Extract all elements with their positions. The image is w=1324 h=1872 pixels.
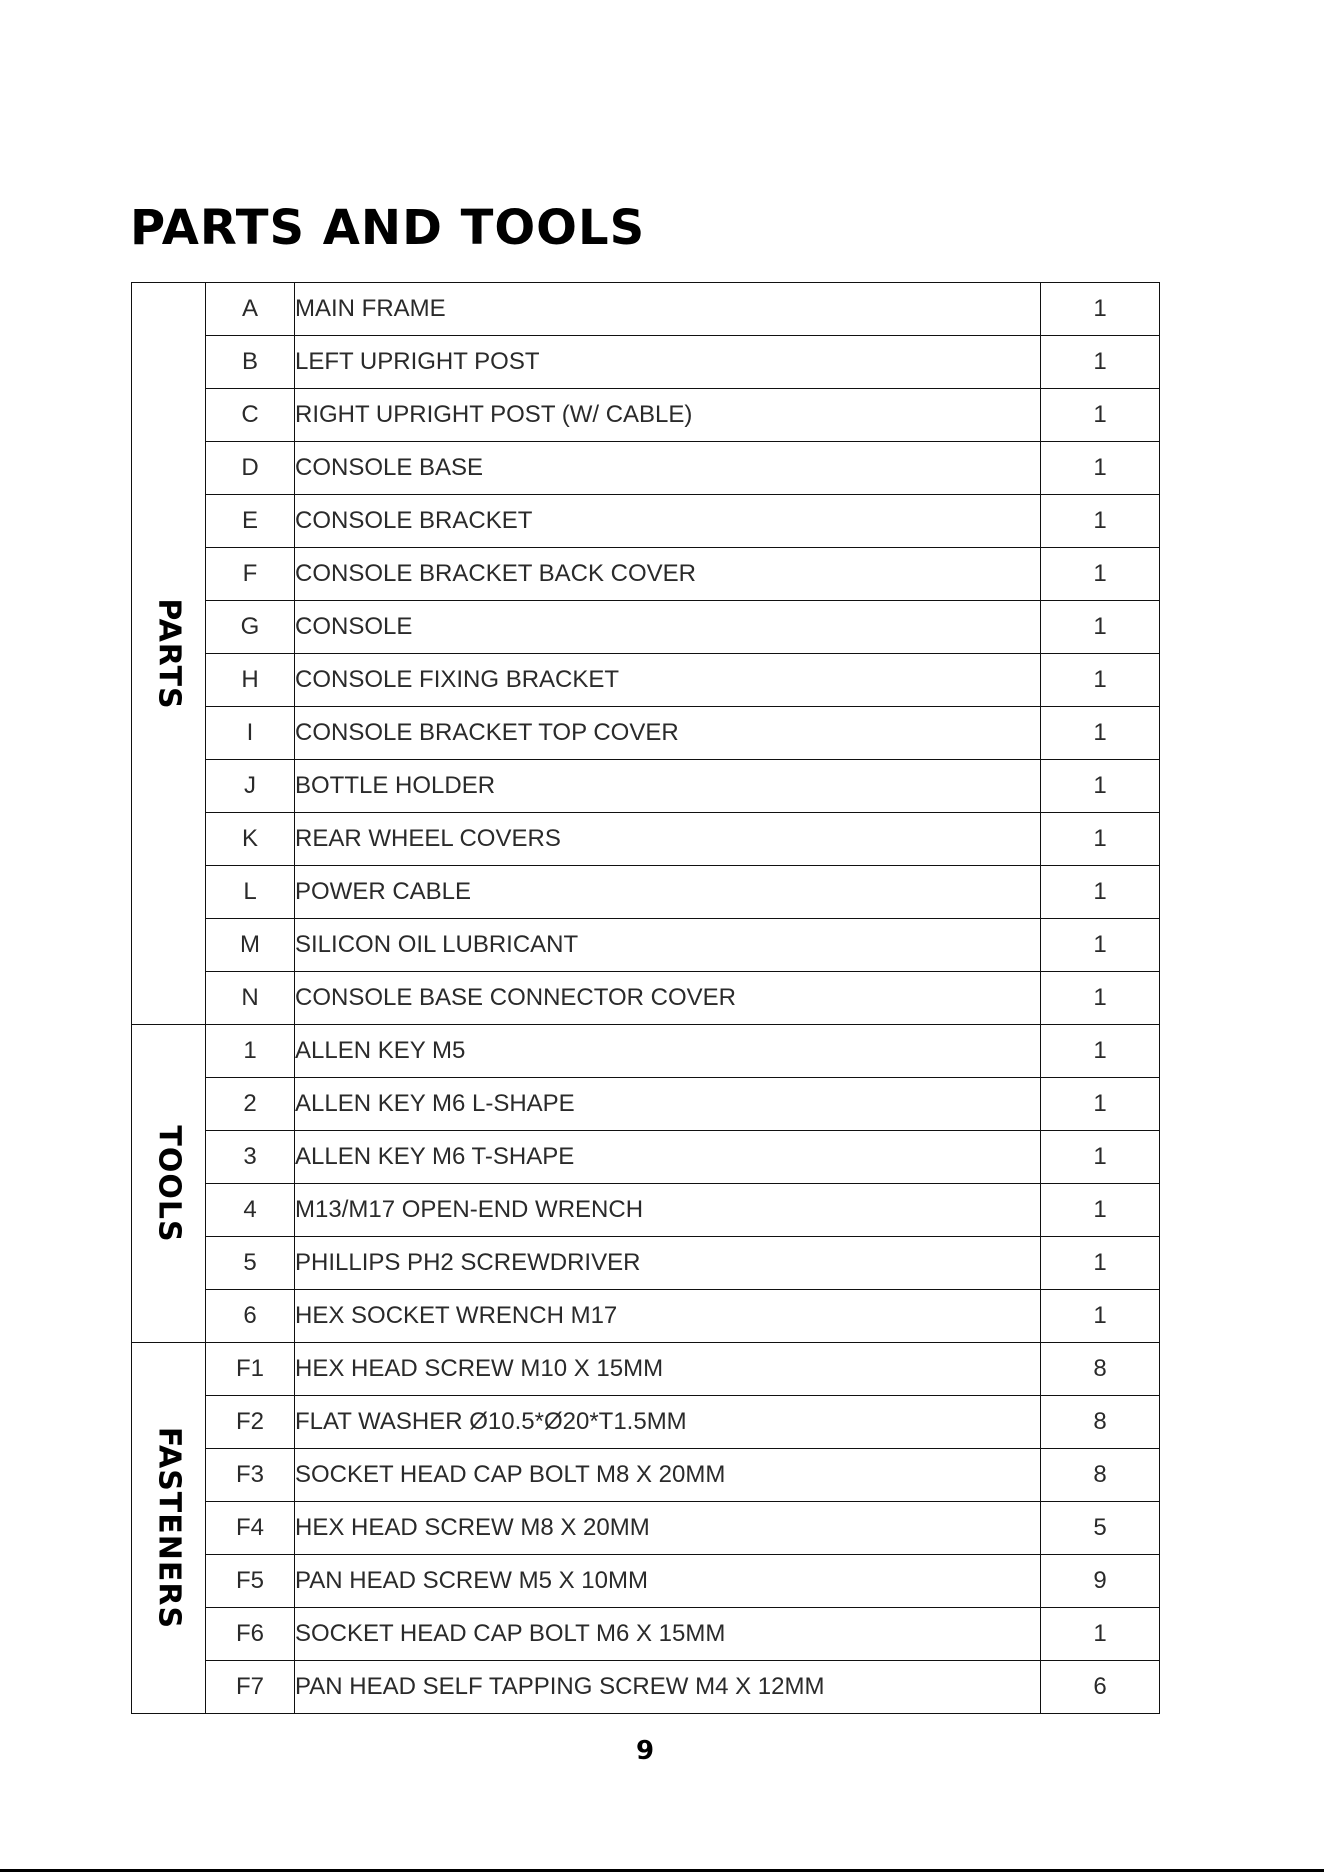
part-quantity: 1 bbox=[1041, 919, 1160, 972]
part-code: N bbox=[206, 972, 295, 1025]
table-row bbox=[132, 1661, 1160, 1714]
table-row bbox=[132, 548, 1160, 601]
table-row bbox=[132, 1608, 1160, 1661]
parts-table bbox=[131, 282, 1160, 1714]
part-code: G bbox=[206, 601, 295, 654]
part-quantity: 1 bbox=[1041, 1078, 1160, 1131]
table-row bbox=[132, 1290, 1160, 1343]
part-code: K bbox=[206, 813, 295, 866]
part-code: 4 bbox=[206, 1184, 295, 1237]
part-description: CONSOLE FIXING BRACKET bbox=[295, 654, 1041, 707]
table-row bbox=[132, 442, 1160, 495]
part-description: CONSOLE BRACKET bbox=[295, 495, 1041, 548]
part-description: CONSOLE BASE CONNECTOR COVER bbox=[295, 972, 1041, 1025]
part-code: J bbox=[206, 760, 295, 813]
part-description: HEX SOCKET WRENCH M17 bbox=[295, 1290, 1041, 1343]
part-quantity: 1 bbox=[1041, 601, 1160, 654]
table-row bbox=[132, 1237, 1160, 1290]
part-quantity: 1 bbox=[1041, 442, 1160, 495]
group-label: TOOLS bbox=[151, 1124, 186, 1243]
part-description: PAN HEAD SELF TAPPING SCREW M4 X 12MM bbox=[295, 1661, 1041, 1714]
table-row bbox=[132, 1502, 1160, 1555]
part-description: LEFT UPRIGHT POST bbox=[295, 336, 1041, 389]
part-quantity: 1 bbox=[1041, 1131, 1160, 1184]
part-quantity: 1 bbox=[1041, 283, 1160, 336]
parts-table-body bbox=[132, 283, 1160, 1714]
part-code: F bbox=[206, 548, 295, 601]
part-description: SOCKET HEAD CAP BOLT M6 X 15MM bbox=[295, 1608, 1041, 1661]
table-row bbox=[132, 1343, 1160, 1396]
part-code: 6 bbox=[206, 1290, 295, 1343]
part-code: F3 bbox=[206, 1449, 295, 1502]
table-row bbox=[132, 1555, 1160, 1608]
part-quantity: 5 bbox=[1041, 1502, 1160, 1555]
part-code: 1 bbox=[206, 1025, 295, 1078]
part-description: CONSOLE BRACKET TOP COVER bbox=[295, 707, 1041, 760]
part-quantity: 1 bbox=[1041, 1025, 1160, 1078]
table-row bbox=[132, 283, 1160, 336]
part-description: HEX HEAD SCREW M8 X 20MM bbox=[295, 1502, 1041, 1555]
table-row bbox=[132, 972, 1160, 1025]
part-code: D bbox=[206, 442, 295, 495]
part-quantity: 1 bbox=[1041, 548, 1160, 601]
part-description: ALLEN KEY M6 L-SHAPE bbox=[295, 1078, 1041, 1131]
table-row bbox=[132, 654, 1160, 707]
part-code: 2 bbox=[206, 1078, 295, 1131]
part-quantity: 9 bbox=[1041, 1555, 1160, 1608]
table-row bbox=[132, 389, 1160, 442]
table-row bbox=[132, 1078, 1160, 1131]
part-code: F4 bbox=[206, 1502, 295, 1555]
page-number: 9 bbox=[635, 1736, 655, 1766]
part-description: BOTTLE HOLDER bbox=[295, 760, 1041, 813]
part-quantity: 1 bbox=[1041, 972, 1160, 1025]
part-description: PAN HEAD SCREW M5 X 10MM bbox=[295, 1555, 1041, 1608]
table-row bbox=[132, 866, 1160, 919]
part-quantity: 1 bbox=[1041, 866, 1160, 919]
table-row bbox=[132, 707, 1160, 760]
group-label: FASTENERS bbox=[151, 1426, 186, 1630]
part-description: ALLEN KEY M6 T-SHAPE bbox=[295, 1131, 1041, 1184]
table-row bbox=[132, 336, 1160, 389]
part-quantity: 8 bbox=[1041, 1449, 1160, 1502]
part-quantity: 6 bbox=[1041, 1661, 1160, 1714]
part-description: FLAT WASHER Ø10.5*Ø20*T1.5MM bbox=[295, 1396, 1041, 1449]
part-description: HEX HEAD SCREW M10 X 15MM bbox=[295, 1343, 1041, 1396]
part-description: POWER CABLE bbox=[295, 866, 1041, 919]
part-code: B bbox=[206, 336, 295, 389]
table-row bbox=[132, 760, 1160, 813]
part-quantity: 1 bbox=[1041, 760, 1160, 813]
table-row bbox=[132, 1449, 1160, 1502]
group-label: PARTS bbox=[151, 597, 186, 710]
part-quantity: 1 bbox=[1041, 707, 1160, 760]
part-description: SILICON OIL LUBRICANT bbox=[295, 919, 1041, 972]
part-code: A bbox=[206, 283, 295, 336]
part-code: 5 bbox=[206, 1237, 295, 1290]
part-description: CONSOLE BRACKET BACK COVER bbox=[295, 548, 1041, 601]
group-cell-parts bbox=[132, 283, 206, 1025]
part-quantity: 1 bbox=[1041, 336, 1160, 389]
part-description: MAIN FRAME bbox=[295, 283, 1041, 336]
part-description: CONSOLE BASE bbox=[295, 442, 1041, 495]
part-code: F6 bbox=[206, 1608, 295, 1661]
part-description: PHILLIPS PH2 SCREWDRIVER bbox=[295, 1237, 1041, 1290]
table-row bbox=[132, 601, 1160, 654]
part-code: F2 bbox=[206, 1396, 295, 1449]
part-description: ALLEN KEY M5 bbox=[295, 1025, 1041, 1078]
part-code: 3 bbox=[206, 1131, 295, 1184]
part-code: E bbox=[206, 495, 295, 548]
part-description: RIGHT UPRIGHT POST (W/ CABLE) bbox=[295, 389, 1041, 442]
part-description: CONSOLE bbox=[295, 601, 1041, 654]
part-quantity: 1 bbox=[1041, 1237, 1160, 1290]
group-cell-tools bbox=[132, 1025, 206, 1343]
group-cell-fasteners bbox=[132, 1343, 206, 1714]
part-quantity: 1 bbox=[1041, 1290, 1160, 1343]
part-description: M13/M17 OPEN-END WRENCH bbox=[295, 1184, 1041, 1237]
part-code: L bbox=[206, 866, 295, 919]
part-code: F7 bbox=[206, 1661, 295, 1714]
part-code: F5 bbox=[206, 1555, 295, 1608]
table-row bbox=[132, 495, 1160, 548]
table-row bbox=[132, 1025, 1160, 1078]
part-quantity: 8 bbox=[1041, 1396, 1160, 1449]
table-row bbox=[132, 919, 1160, 972]
part-description: SOCKET HEAD CAP BOLT M8 X 20MM bbox=[295, 1449, 1041, 1502]
part-code: C bbox=[206, 389, 295, 442]
page-title: PARTS AND TOOLS bbox=[130, 200, 646, 256]
part-quantity: 1 bbox=[1041, 654, 1160, 707]
part-description: REAR WHEEL COVERS bbox=[295, 813, 1041, 866]
table-row bbox=[132, 1396, 1160, 1449]
part-quantity: 1 bbox=[1041, 389, 1160, 442]
table-row bbox=[132, 813, 1160, 866]
part-quantity: 1 bbox=[1041, 1184, 1160, 1237]
part-quantity: 8 bbox=[1041, 1343, 1160, 1396]
table-row bbox=[132, 1131, 1160, 1184]
part-quantity: 1 bbox=[1041, 495, 1160, 548]
part-quantity: 1 bbox=[1041, 1608, 1160, 1661]
part-code: H bbox=[206, 654, 295, 707]
table-row bbox=[132, 1184, 1160, 1237]
part-quantity: 1 bbox=[1041, 813, 1160, 866]
part-code: M bbox=[206, 919, 295, 972]
part-code: I bbox=[206, 707, 295, 760]
part-code: F1 bbox=[206, 1343, 295, 1396]
